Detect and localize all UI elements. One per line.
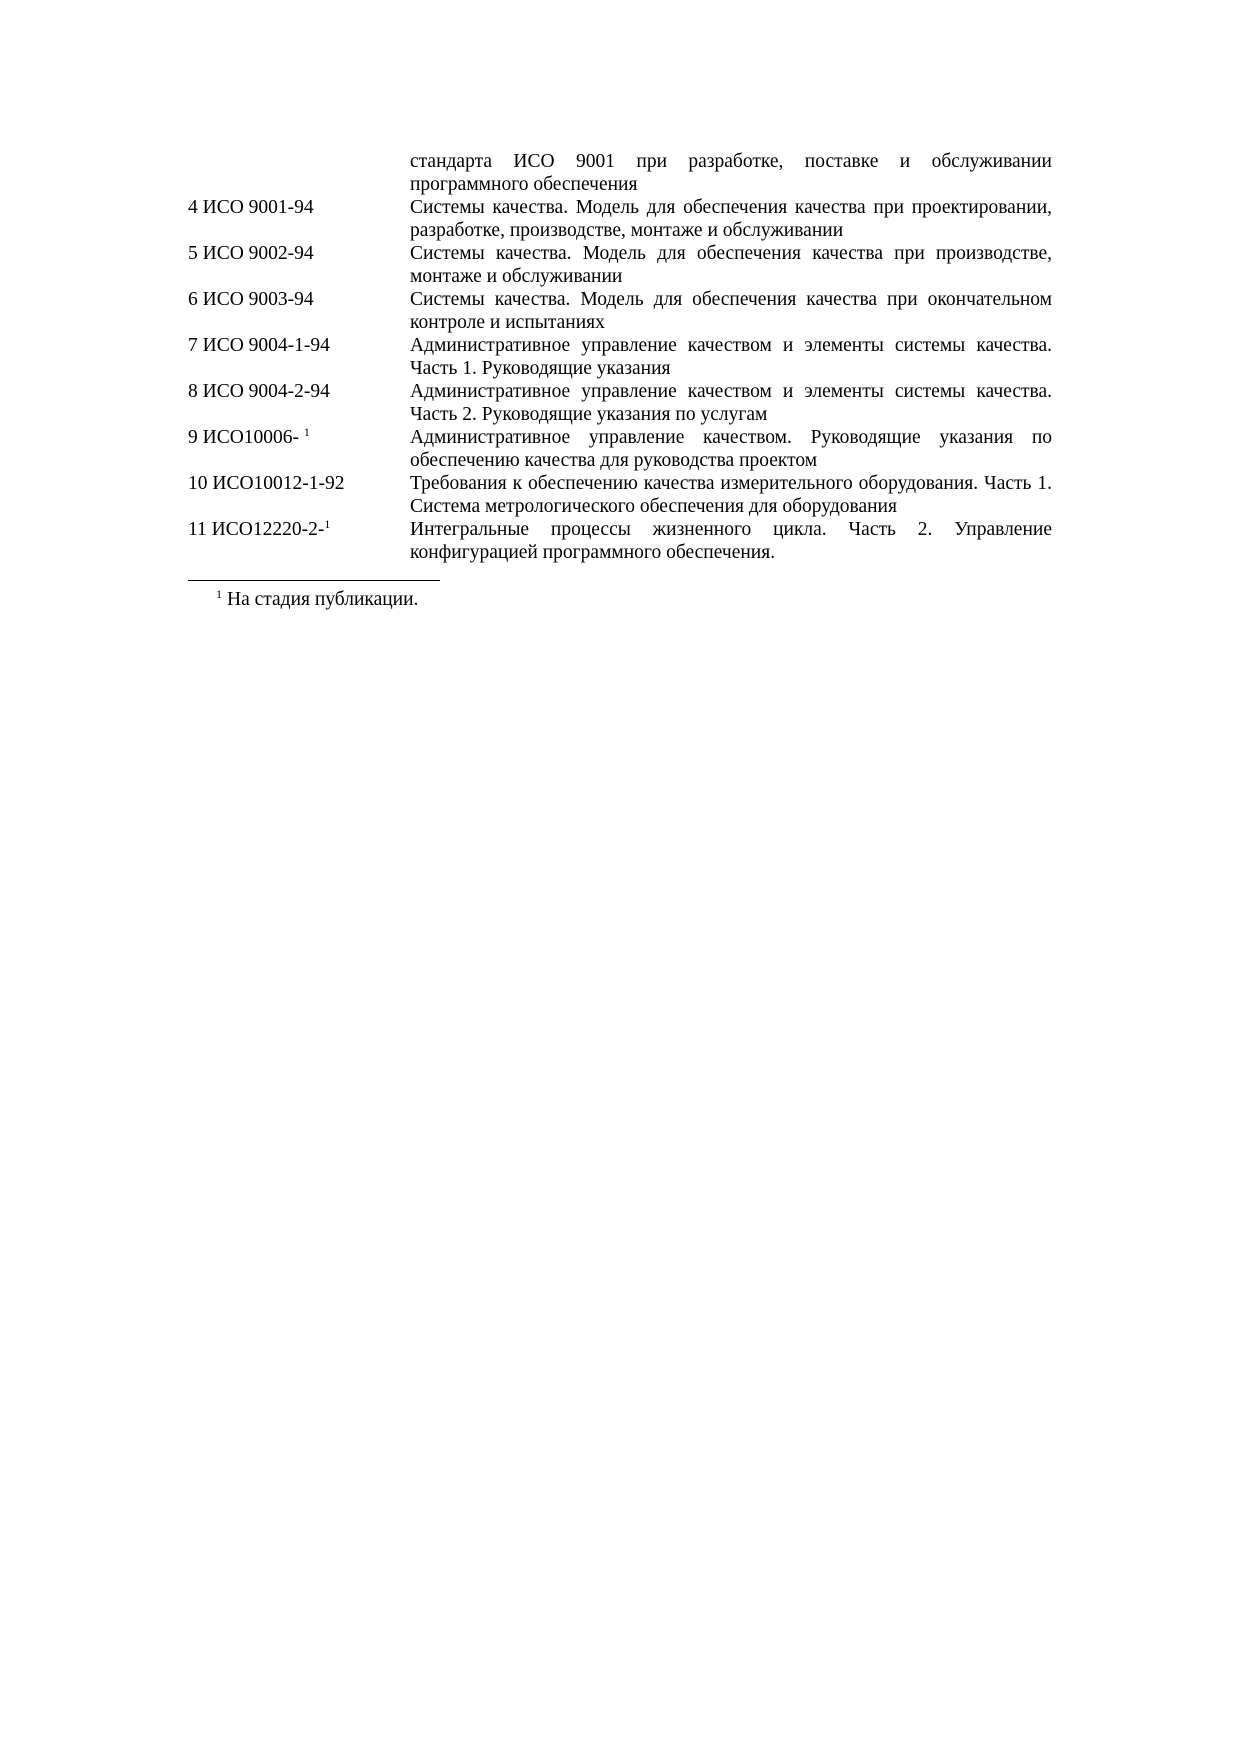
reference-designation: 9 ИСО10006- $^1$ [188, 425, 310, 448]
reference-title: Системы качества. Модель для обеспечения качества при проектировании, разработке, производстве, монтаже и обслуживании [410, 197, 1052, 241]
reference-title: Административное управление качеством и элементы системы качества. Часть 2. Руководящие указания по услугам [410, 381, 1052, 425]
reference-designation: 8 ИСО 9004-2-94 [188, 381, 330, 402]
reference-title: Интегральные процессы жизненного цикла. Часть 2. Управление конфигурацией программного обеспечения. [410, 519, 1052, 563]
reference-designation: 11 ИСО12220-2-$^1$ [188, 517, 331, 540]
footnote-text: На стадия публикации. [227, 589, 419, 610]
reference-row [188, 518, 1052, 564]
reference-designation [188, 150, 410, 196]
reference-row [188, 334, 1052, 380]
reference-title: Административное управление качеством. Руководящие указания по обеспечению качества для руководства проектом [410, 427, 1052, 471]
reference-row [188, 196, 1052, 242]
reference-designation: 7 ИСО 9004-1-94 [188, 335, 330, 356]
reference-row [188, 472, 1052, 518]
reference-row [188, 150, 1052, 196]
reference-title: Системы качества. Модель для обеспечения качества при окончательном контроле и испытаниях [410, 289, 1052, 333]
reference-designation: 5 ИСО 9002-94 [188, 243, 314, 264]
reference-row [188, 426, 1052, 472]
reference-designation: 10 ИСО10012-1-92 [188, 473, 345, 494]
reference-title: Административное управление качеством и элементы системы качества. Часть 1. Руководящие указания [410, 335, 1052, 379]
reference-row [188, 242, 1052, 288]
footnote-reference-mark[interactable]: 1 [303, 425, 310, 439]
reference-title: стандарта ИСО 9001 при разработке, поставке и обслуживании программного обеспечения [410, 151, 1052, 195]
reference-title: Системы качества. Модель для обеспечения качества при производстве, монтаже и обслуживании [410, 243, 1052, 287]
reference-row [188, 380, 1052, 426]
reference-designation: 4 ИСО 9001-94 [188, 197, 314, 218]
footnote [216, 588, 418, 611]
reference-designation: 6 ИСО 9003-94 [188, 289, 314, 310]
normative-references-table [188, 150, 1052, 564]
footnote-mark: 1 [216, 587, 222, 601]
footnote-separator [188, 580, 440, 581]
footnote-reference-mark[interactable]: 1 [324, 517, 331, 531]
reference-title: Требования к обеспечению качества измерительного оборудования. Часть 1. Система метрологического обеспечения для оборудования [410, 473, 1052, 517]
reference-row [188, 288, 1052, 334]
